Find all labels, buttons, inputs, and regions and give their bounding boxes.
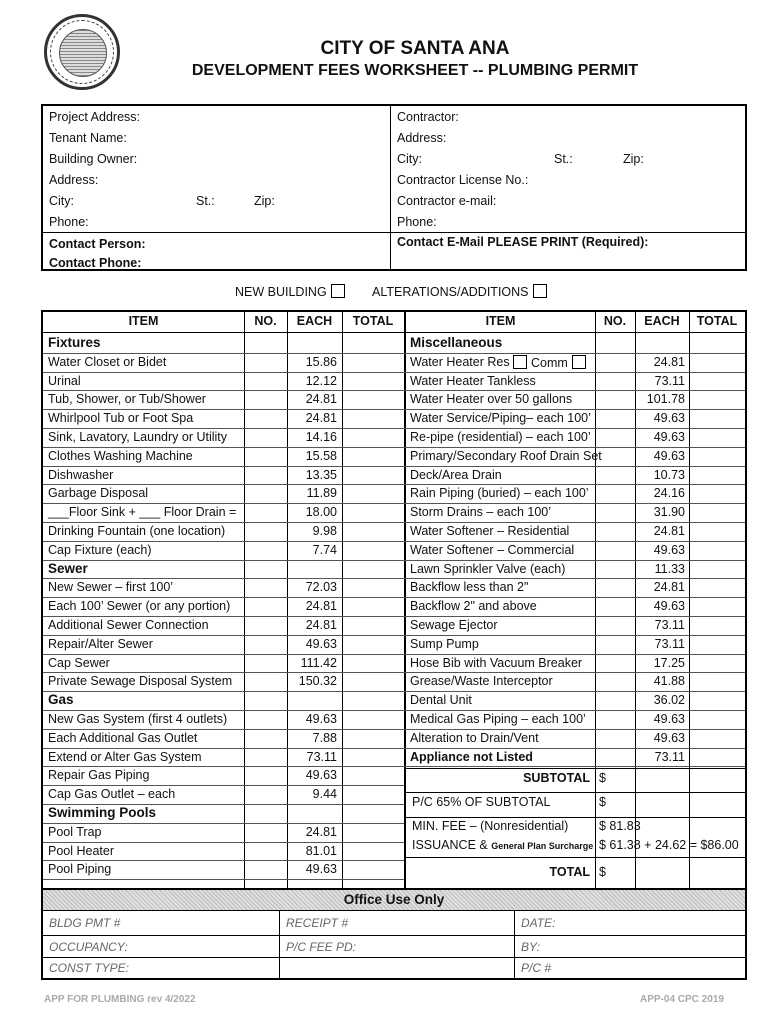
right-fee-item-label: Backflow less than 2" bbox=[410, 580, 529, 595]
right-fee-item-label: Deck/Area Drain bbox=[410, 467, 502, 482]
contractor-address-field[interactable]: Address: bbox=[397, 131, 447, 145]
left-fee-item-label: Cap Fixture (each) bbox=[48, 542, 152, 557]
contractor-state-field[interactable]: St.: bbox=[554, 152, 573, 166]
left-fee-each-value: 24.81 bbox=[305, 411, 337, 426]
right-fee-each-value: 49.63 bbox=[653, 542, 685, 557]
total-label: TOTAL bbox=[549, 865, 590, 879]
left-fee-each-value: 11.89 bbox=[306, 486, 337, 501]
left-fee-each-value: 15.58 bbox=[305, 448, 337, 463]
pc-number-field[interactable]: P/C # bbox=[521, 961, 552, 975]
left-fee-item-label: Additional Sewer Connection bbox=[48, 618, 209, 632]
right-fee-each-value: 49.63 bbox=[653, 730, 685, 745]
water-heater-comm-checkbox[interactable] bbox=[572, 355, 586, 369]
left-fee-item-label: Each 100’ Sewer (or any portion) bbox=[48, 599, 231, 614]
right-fee-each-value: 10.73 bbox=[653, 467, 685, 482]
row-divider bbox=[43, 522, 404, 523]
row-divider bbox=[43, 541, 404, 542]
right-fee-item-label: Re-pipe (residential) – each 100’ bbox=[410, 430, 591, 444]
left-fee-each-value: 49.63 bbox=[305, 768, 337, 783]
left-fee-item-label: Cap Sewer bbox=[48, 655, 110, 670]
left-fee-each-value: 24.81 bbox=[305, 599, 337, 614]
left-fee-each-value: 49.63 bbox=[305, 862, 337, 877]
left-fee-item-label: Water Closet or Bidet bbox=[48, 354, 167, 369]
issuance-surcharge-text: General Plan Surcharge bbox=[491, 841, 594, 851]
pc-value[interactable]: $ bbox=[599, 795, 606, 809]
left-fee-each-value: 81.01 bbox=[305, 843, 337, 858]
right-fee-item-label: Lawn Sprinkler Valve (each) bbox=[410, 561, 566, 576]
right-fee-item-label: Hose Bib with Vacuum Breaker bbox=[410, 655, 583, 670]
left-fee-each-value: 150.32 bbox=[298, 674, 337, 689]
receipt-field[interactable]: RECEIPT # bbox=[286, 916, 349, 930]
right-total-header: TOTAL bbox=[696, 314, 738, 328]
left-fee-each-value: 24.81 bbox=[305, 392, 337, 407]
right-fee-item-label: Water Service/Piping– each 100’ bbox=[410, 411, 591, 426]
row-divider bbox=[43, 428, 404, 429]
office-use-title: Office Use Only bbox=[43, 890, 745, 911]
left-fee-item-label: ___Floor Sink + ___ Floor Drain = bbox=[48, 505, 237, 520]
footer-form-revision: APP FOR PLUMBING rev 4/2022 bbox=[44, 994, 196, 1005]
left-fee-item-label: Drinking Fountain (one location) bbox=[48, 524, 226, 538]
right-no-header: NO. bbox=[603, 314, 627, 328]
office-use-section bbox=[41, 890, 747, 980]
right-fee-each-value: 36.02 bbox=[653, 693, 685, 708]
row-divider bbox=[404, 522, 745, 523]
left-fee-each-value: 24.81 bbox=[305, 824, 337, 839]
by-field[interactable]: BY: bbox=[521, 940, 540, 954]
row-divider bbox=[404, 654, 745, 655]
left-fee-each-value: 72.03 bbox=[305, 580, 337, 595]
contractor-email-field[interactable]: Contractor e-mail: bbox=[397, 194, 497, 208]
right-fee-each-value: 11.33 bbox=[654, 561, 685, 576]
right-fee-item-label: Water Heater Tankless bbox=[410, 373, 536, 388]
left-section-heading: Fixtures bbox=[48, 335, 101, 350]
right-fee-item-label: Medical Gas Piping – each 100’ bbox=[410, 712, 586, 726]
issuance-value: $ 61.38 + 24.62 = $86.00 bbox=[599, 838, 739, 852]
row-divider bbox=[404, 616, 745, 617]
left-fee-item-label: Dishwasher bbox=[48, 467, 114, 482]
left-fee-item-label: Pool Heater bbox=[48, 843, 115, 858]
new-building-checkbox[interactable] bbox=[331, 284, 345, 298]
right-fee-each-value: 49.63 bbox=[653, 599, 685, 614]
right-fee-each-value: 73.11 bbox=[654, 749, 685, 764]
left-fee-each-value: 49.63 bbox=[305, 636, 337, 651]
row-divider bbox=[43, 466, 404, 467]
row-divider bbox=[404, 390, 745, 391]
contact-email-field[interactable]: Contact E-Mail PLEASE PRINT (Required): bbox=[397, 235, 649, 249]
subtotal-value[interactable]: $ bbox=[599, 771, 606, 785]
left-fee-item-label: Repair Gas Piping bbox=[48, 768, 150, 783]
alterations-option[interactable] bbox=[372, 284, 547, 299]
left-fee-each-value: 15.86 bbox=[305, 354, 337, 369]
row-divider bbox=[43, 823, 404, 824]
left-fee-each-value: 73.11 bbox=[306, 749, 337, 764]
contractor-city-field[interactable]: City: bbox=[397, 152, 422, 166]
left-fee-item-label: Garbage Disposal bbox=[48, 486, 149, 501]
row-divider bbox=[404, 729, 745, 730]
row-divider bbox=[43, 729, 404, 730]
bldg-pmt-field[interactable]: BLDG PMT # bbox=[49, 916, 121, 930]
right-fee-item-label: Appliance not Listed bbox=[410, 749, 533, 764]
building-owner-field[interactable]: Building Owner: bbox=[49, 152, 138, 166]
row-divider bbox=[43, 785, 404, 786]
left-each-header: EACH bbox=[296, 314, 333, 328]
row-divider bbox=[43, 842, 404, 843]
left-fee-item-label: Repair/Alter Sewer bbox=[48, 636, 153, 651]
row-divider bbox=[404, 560, 745, 561]
right-fee-each-value: 49.63 bbox=[653, 430, 685, 444]
row-divider bbox=[404, 353, 745, 354]
row-divider bbox=[404, 672, 745, 673]
right-fee-each-value: 73.11 bbox=[654, 618, 685, 632]
left-no-header: NO. bbox=[254, 314, 277, 328]
new-building-label: NEW BUILDING bbox=[235, 285, 327, 299]
page-title: CITY OF SANTA ANA bbox=[320, 38, 510, 59]
alterations-checkbox[interactable] bbox=[533, 284, 547, 298]
left-fee-each-value: 111.42 bbox=[300, 655, 337, 670]
date-field[interactable]: DATE: bbox=[521, 916, 556, 930]
right-fee-each-value: 17.25 bbox=[653, 655, 685, 670]
right-fee-each-value: 24.81 bbox=[653, 580, 685, 595]
left-fee-item-label: Each Additional Gas Outlet bbox=[48, 730, 198, 745]
row-divider bbox=[43, 578, 404, 579]
right-fee-each-value: 24.81 bbox=[653, 354, 685, 369]
right-fee-each-value: 41.88 bbox=[653, 674, 685, 689]
row-divider bbox=[404, 409, 745, 410]
right-section-heading: Miscellaneous bbox=[410, 335, 503, 350]
const-type-field[interactable]: CONST TYPE: bbox=[49, 961, 130, 975]
left-fee-item-label: Cap Gas Outlet – each bbox=[48, 787, 176, 802]
right-fee-each-value: 101.78 bbox=[646, 392, 685, 407]
contractor-field[interactable]: Contractor: bbox=[397, 110, 459, 124]
left-section-heading: Gas bbox=[48, 692, 74, 708]
row-divider bbox=[404, 541, 745, 542]
row-divider bbox=[43, 503, 404, 504]
owner-address-field[interactable]: Address: bbox=[49, 173, 99, 187]
tenant-name-field[interactable]: Tenant Name: bbox=[49, 131, 127, 145]
row-divider bbox=[43, 353, 404, 354]
right-fee-each-value: 31.90 bbox=[653, 505, 685, 520]
right-fee-item-label: Primary/Secondary Roof Drain Set bbox=[410, 448, 602, 463]
contractor-phone-field[interactable]: Phone: bbox=[397, 215, 437, 229]
row-divider bbox=[43, 748, 404, 749]
left-fee-item-label: Urinal bbox=[48, 373, 81, 388]
left-fee-item-label: Private Sewage Disposal System bbox=[48, 674, 233, 689]
left-fee-item-label: Pool Trap bbox=[48, 824, 102, 839]
page-subtitle: DEVELOPMENT FEES WORKSHEET -- PLUMBING PERMIT bbox=[191, 62, 639, 79]
row-divider bbox=[43, 447, 404, 448]
right-fee-item-label: Water Softener – Residential bbox=[410, 524, 570, 538]
row-divider bbox=[43, 560, 404, 561]
row-divider bbox=[404, 447, 745, 448]
right-fee-item-label: Backflow 2" and above bbox=[410, 599, 537, 614]
right-fee-item-label: Grease/Waste Interceptor bbox=[410, 674, 553, 689]
right-fee-each-value: 24.81 bbox=[653, 524, 685, 538]
contact-person-field[interactable]: Contact Person: bbox=[49, 237, 146, 251]
pc-fee-pd-field[interactable]: P/C FEE PD: bbox=[286, 940, 357, 954]
left-fee-each-value: 13.35 bbox=[305, 467, 337, 482]
row-divider bbox=[43, 691, 404, 692]
row-divider bbox=[404, 691, 745, 692]
row-divider bbox=[43, 672, 404, 673]
row-divider bbox=[43, 710, 404, 711]
left-fee-item-label: Whirlpool Tub or Foot Spa bbox=[48, 411, 194, 426]
left-fee-each-value: 7.88 bbox=[312, 730, 337, 745]
right-fee-item-label: Storm Drains – each 100’ bbox=[410, 505, 552, 520]
project-address-field[interactable]: Project Address: bbox=[49, 110, 141, 124]
owner-state-field[interactable]: St.: bbox=[196, 194, 215, 208]
occupancy-field[interactable]: OCCUPANCY: bbox=[49, 940, 128, 954]
left-fee-item-label: Extend or Alter Gas System bbox=[48, 749, 202, 764]
row-divider bbox=[404, 635, 745, 636]
row-divider bbox=[404, 578, 745, 579]
left-fee-item-label: New Sewer – first 100’ bbox=[48, 580, 174, 595]
left-fee-each-value: 7.74 bbox=[312, 542, 337, 557]
contact-phone-field[interactable]: Contact Phone: bbox=[49, 256, 142, 270]
right-fee-each-value: 49.63 bbox=[653, 448, 685, 463]
right-fee-item-label: Water Softener – Commercial bbox=[410, 542, 575, 557]
water-heater-options bbox=[509, 355, 586, 370]
total-value[interactable]: $ bbox=[599, 865, 606, 879]
row-divider bbox=[404, 484, 745, 485]
left-section-heading: Swimming Pools bbox=[48, 805, 157, 820]
left-fee-item-label: Pool Piping bbox=[48, 862, 112, 877]
alterations-label: ALTERATIONS/ADDITIONS bbox=[372, 285, 529, 299]
issuance-label bbox=[412, 838, 593, 852]
water-heater-comm-label: Comm bbox=[531, 355, 568, 370]
contractor-license-field[interactable]: Contractor License No.: bbox=[397, 173, 529, 187]
left-total-header: TOTAL bbox=[352, 314, 394, 328]
pc-label: P/C 65% OF SUBTOTAL bbox=[412, 795, 551, 809]
right-fee-each-value: 49.63 bbox=[653, 411, 685, 426]
applicant-info-box bbox=[41, 104, 747, 271]
row-divider bbox=[404, 597, 745, 598]
left-fee-item-label: Tub, Shower, or Tub/Shower bbox=[48, 392, 206, 407]
row-divider bbox=[404, 710, 745, 711]
row-divider bbox=[43, 390, 404, 391]
left-fee-item-label: New Gas System (first 4 outlets) bbox=[48, 712, 228, 726]
left-fee-each-value: 24.81 bbox=[305, 618, 337, 632]
row-divider bbox=[404, 748, 745, 749]
left-fee-item-label: Clothes Washing Machine bbox=[48, 448, 193, 463]
owner-phone-field[interactable]: Phone: bbox=[49, 215, 89, 229]
owner-city-field[interactable]: City: bbox=[49, 194, 74, 208]
right-fee-each-value: 73.11 bbox=[654, 373, 685, 388]
left-fee-each-value: 14.16 bbox=[305, 430, 337, 444]
right-fee-each-value: 49.63 bbox=[653, 712, 685, 726]
subtotal-label: SUBTOTAL bbox=[523, 771, 590, 785]
row-divider bbox=[404, 503, 745, 504]
fee-table bbox=[41, 310, 747, 890]
left-item-header: ITEM bbox=[128, 314, 159, 328]
right-fee-item-label: Sewage Ejector bbox=[410, 618, 498, 632]
right-fee-item-label: Dental Unit bbox=[410, 693, 472, 708]
left-fee-each-value: 18.00 bbox=[305, 505, 337, 520]
row-divider bbox=[404, 372, 745, 373]
right-fee-item-label: Water Heater Res bbox=[410, 354, 510, 369]
new-building-option[interactable] bbox=[235, 284, 345, 299]
water-heater-res-checkbox[interactable] bbox=[513, 355, 527, 369]
owner-zip-field[interactable]: Zip: bbox=[254, 194, 275, 208]
right-item-header: ITEM bbox=[485, 314, 516, 328]
left-section-heading: Sewer bbox=[48, 560, 88, 576]
row-divider bbox=[404, 428, 745, 429]
right-fee-item-label: Sump Pump bbox=[410, 636, 479, 651]
contractor-zip-field[interactable]: Zip: bbox=[623, 152, 644, 166]
row-divider bbox=[43, 860, 404, 861]
right-each-header: EACH bbox=[644, 314, 680, 328]
min-fee-value: $ 81.83 bbox=[599, 819, 641, 833]
footer-form-code: APP-04 CPC 2019 bbox=[640, 994, 724, 1005]
row-divider bbox=[43, 616, 404, 617]
row-divider bbox=[43, 484, 404, 485]
row-divider bbox=[43, 654, 404, 655]
row-divider bbox=[43, 635, 404, 636]
row-divider bbox=[43, 597, 404, 598]
row-divider bbox=[43, 409, 404, 410]
row-divider bbox=[404, 466, 745, 467]
left-fee-each-value: 9.98 bbox=[312, 524, 337, 538]
left-fee-item-label: Sink, Lavatory, Laundry or Utility bbox=[48, 430, 228, 444]
right-fee-item-label: Rain Piping (buried) – each 100’ bbox=[410, 486, 589, 501]
right-fee-each-value: 24.16 bbox=[653, 486, 685, 501]
min-fee-label: MIN. FEE – (Nonresidential) bbox=[412, 819, 569, 833]
right-fee-each-value: 73.11 bbox=[654, 636, 685, 651]
left-fee-each-value: 12.12 bbox=[305, 373, 337, 388]
left-fee-each-value: 9.44 bbox=[312, 787, 337, 802]
issuance-text: ISSUANCE & bbox=[412, 838, 488, 852]
right-fee-item-label: Alteration to Drain/Vent bbox=[410, 730, 539, 745]
row-divider bbox=[43, 879, 404, 880]
row-divider bbox=[43, 372, 404, 373]
left-fee-each-value: 49.63 bbox=[305, 712, 337, 726]
row-divider bbox=[43, 766, 404, 767]
right-fee-item-label: Water Heater over 50 gallons bbox=[410, 392, 573, 407]
